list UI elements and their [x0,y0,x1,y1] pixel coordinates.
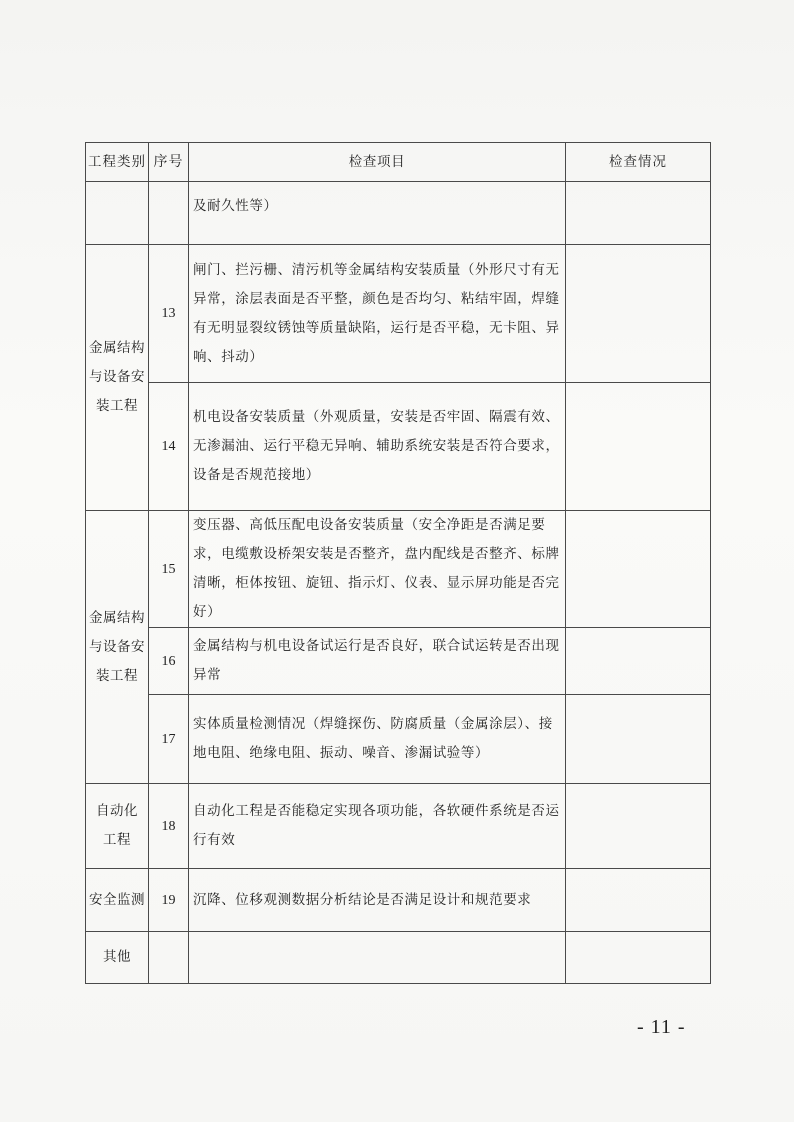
result-cell[interactable] [566,511,711,628]
category-cell-metal-structure [86,511,149,784]
result-cell[interactable] [566,628,711,695]
number-cell: 18 [149,784,189,869]
item-cell: 实体质量检测情况（焊缝探伤、防腐质量（金属涂层）、接地电阻、绝缘电阻、振动、噪音、渗漏试验等） [189,695,566,784]
result-cell [566,182,711,245]
category-cell-metal-structure [86,245,149,511]
category-line: 金属结构 [89,609,145,626]
number-cell: 14 [149,383,189,511]
number-cell: 15 [149,511,189,628]
result-cell[interactable] [566,932,711,984]
category-cell-safety [86,869,149,932]
category-cell-other [86,932,149,984]
page-number: - 11 - [637,1016,686,1038]
result-cell[interactable] [566,245,711,383]
category-line: 与设备安 [89,369,145,385]
item-cell: 金属结构与机电设备试运行是否良好，联合试运转是否出现异常 [189,628,566,695]
number-cell-empty [149,932,189,984]
category-line: 安全监测 [89,891,145,908]
category-cell-empty [86,182,149,245]
table-row-15 [86,511,711,628]
table-header-row [86,143,711,182]
category-line: 装工程 [96,398,138,414]
result-cell[interactable] [566,695,711,784]
category-line: 工程 [103,832,131,848]
result-cell[interactable] [566,784,711,869]
item-cell-empty [189,932,566,984]
category-line: 与设备安 [89,638,145,655]
category-cell-automation [86,784,149,869]
table-row-continuation [86,182,711,245]
item-cell [189,182,566,245]
number-cell: 16 [149,628,189,695]
table-row-18 [86,784,711,869]
item-cell: 闸门、拦污栅、清污机等金属结构安装质量（外形尺寸有无异常，涂层表面是否平整，颜色是否均匀、粘结牢固，焊缝有无明显裂纹锈蚀等质量缺陷，运行是否平稳，无卡阻、异响、抖动） [189,245,566,383]
category-line: 其他 [103,949,131,965]
number-cell: 17 [149,695,189,784]
table-row-19 [86,869,711,932]
item-cell: 变压器、高低压配电设备安装质量（安全净距是否满足要求，电缆敷设桥架安装是否整齐，盘内配线是否整齐、标牌清晰，柜体按钮、旋钮、指示灯、仪表、显示屏功能是否完好） [189,511,566,628]
table-row-17 [86,695,711,784]
table-row-other [86,932,711,984]
table-row-13 [86,245,711,383]
header-category: 工程类别 [86,143,149,182]
item-text: 及耐久性等） [193,197,278,214]
number-cell: 19 [149,869,189,932]
table-row-14 [86,383,711,511]
category-line: 金属结构 [89,340,145,356]
number-cell-empty [149,182,189,245]
result-cell[interactable] [566,869,711,932]
item-cell: 机电设备安装质量（外观质量，安装是否牢固、隔震有效、无渗漏油、运行平稳无异响、辅助系统安装是否符合要求，设备是否规范接地） [189,383,566,511]
category-line: 装工程 [96,667,138,684]
header-number: 序号 [149,143,189,182]
header-item: 检查项目 [189,143,566,182]
table-row-16 [86,628,711,695]
header-result: 检查情况 [566,143,711,182]
result-cell[interactable] [566,383,711,511]
inspection-table [85,142,711,984]
category-line: 自动化 [96,803,138,819]
item-cell: 自动化工程是否能稳定实现各项功能，各软硬件系统是否运行有效 [189,784,566,869]
item-cell: 沉降、位移观测数据分析结论是否满足设计和规范要求 [189,869,566,932]
number-cell: 13 [149,245,189,383]
